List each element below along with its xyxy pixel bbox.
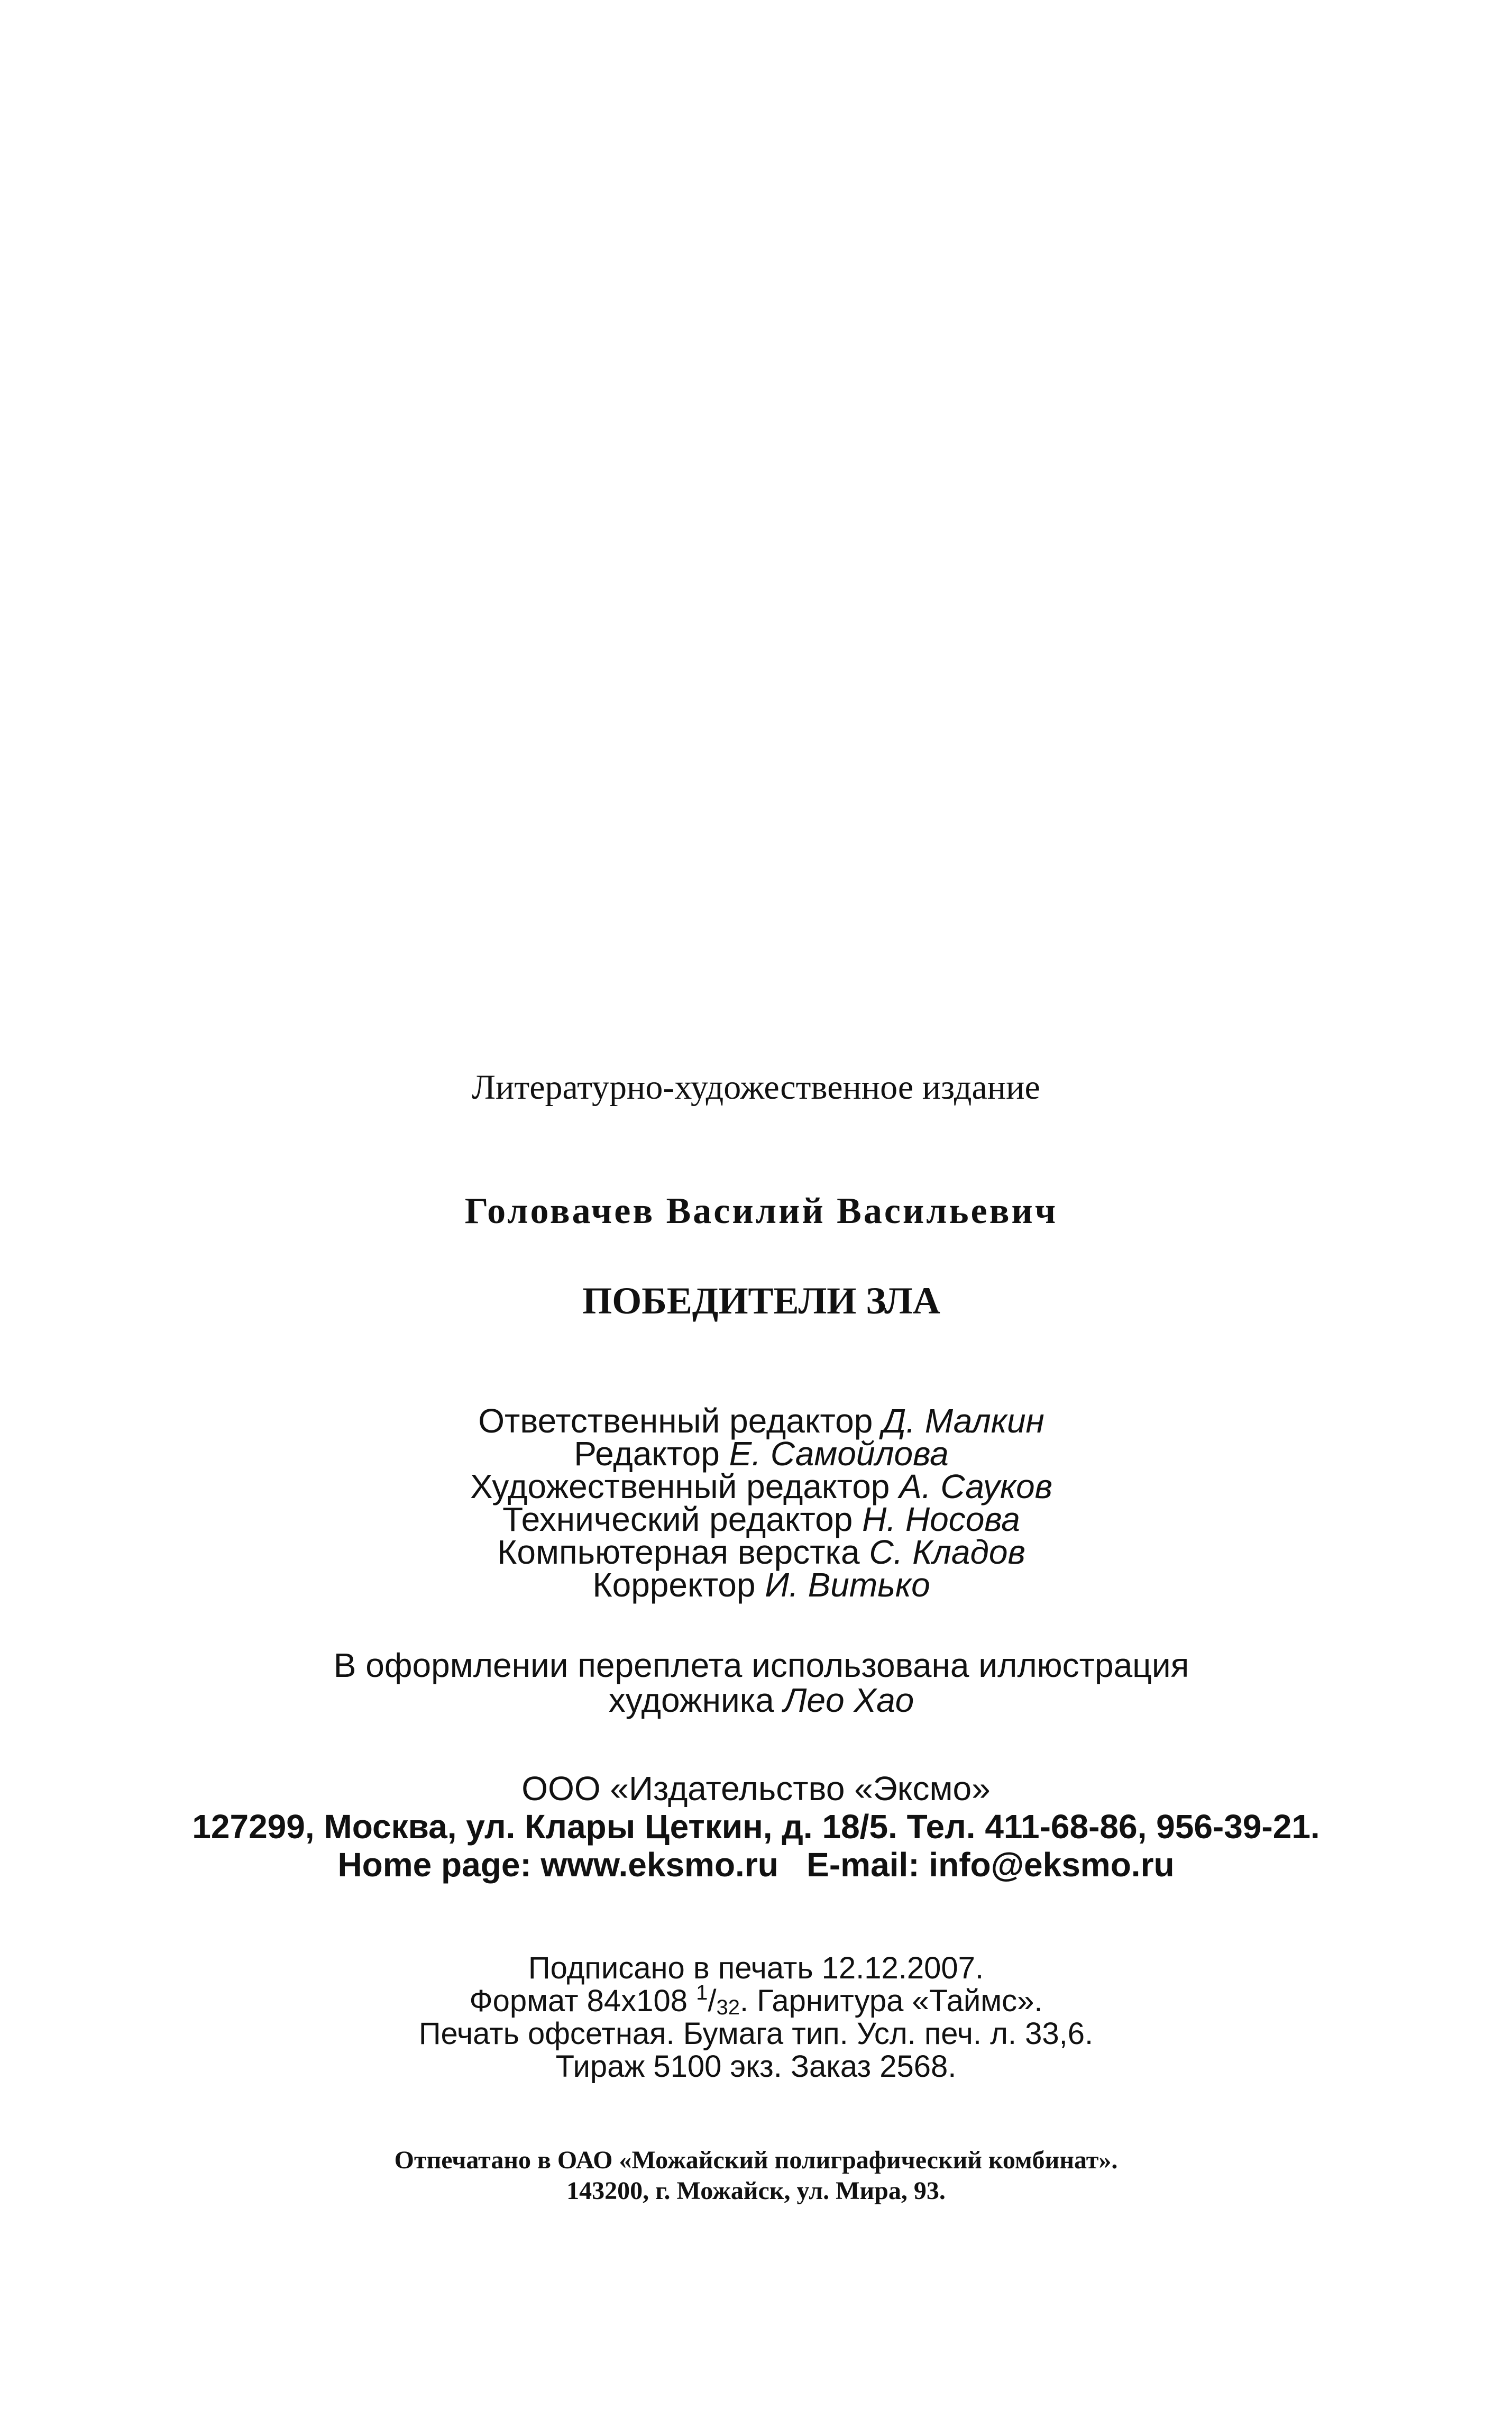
credit-line [5,1402,1512,1440]
signed-to-print: Подписано в печать 12.12.2007. [528,1951,984,1985]
print-details [0,1952,1512,2083]
format-denominator: 32 [716,1996,740,2019]
printer-line1: Отпечатано в ОАО «Можайский полиграфический комбинат». [394,2146,1118,2174]
credit-person: С. Кладов [869,1533,1025,1571]
printer-line2: 143200, г. Можайск, ул. Мира, 93. [566,2177,946,2205]
credit-person: А. Сауков [899,1467,1053,1506]
genre-text: Литературно-художественное издание [472,1068,1040,1107]
format-suffix: . Гарнитура «Таймс». [739,1984,1043,2018]
credit-person: Е. Самойлова [729,1435,949,1473]
print-run-line: Тираж 5100 экз. Заказ 2568. [555,2049,957,2084]
credit-person: И. Витько [765,1566,930,1604]
credit-line [5,1467,1512,1506]
credits-list [5,1402,1512,1604]
credit-role: Ответственный редактор [478,1402,873,1440]
format-line: Формат 84x108 $^1/_{32}$. Гарнитура «Таймс». [469,1981,1043,2019]
credit-line [5,1533,1512,1571]
credit-role: Технический редактор [502,1500,853,1538]
cover-illustration-note [5,1648,1512,1718]
format-numerator: 1 [696,1981,708,2004]
email-label: E-mail: [807,1846,920,1884]
book-title [5,1279,1512,1323]
cover-artist: Лео Хао [783,1681,914,1719]
format-prefix: Формат 84x108 [469,1984,688,2018]
credit-role: Компьютерная верстка [497,1533,860,1571]
email-link[interactable]: info@eksmo.ru [929,1846,1175,1884]
cover-note-prefix: художника [608,1681,774,1719]
credit-line [5,1500,1512,1538]
publisher-address: 127299, Москва, ул. Клары Цеткин, д. 18/5. Тел. 411-68-86, 956-39-21. [192,1808,1320,1846]
author-name [5,1190,1512,1233]
home-page-label: Home page: [337,1846,532,1884]
credit-role: Художественный редактор [470,1467,890,1506]
cover-note-line2 [5,1683,1512,1718]
credit-line [5,1435,1512,1473]
genre-line [0,1067,1512,1108]
printer-info [0,2145,1512,2206]
paper-line: Печать офсетная. Бумага тип. Усл. печ. л. 33,6. [418,2017,1094,2051]
credit-person: Д. Малкин [882,1402,1044,1440]
publisher-contacts [0,1846,1512,1884]
home-page-link[interactable]: www.eksmo.ru [540,1846,778,1884]
publisher-name: ООО «Издательство «Эксмо» [521,1769,991,1808]
credit-person: Н. Носова [862,1500,1020,1538]
credit-role: Редактор [574,1435,720,1473]
book-title-text: ПОБЕДИТЕЛИ ЗЛА [582,1280,940,1322]
publisher-info [0,1769,1512,1884]
author-text: Головачев Василий Васильевич [464,1191,1058,1231]
cover-note-line1: В оформлении переплета использована иллюстрация [333,1646,1189,1684]
credit-role: Корректор [592,1566,756,1604]
credit-line [5,1566,1512,1604]
